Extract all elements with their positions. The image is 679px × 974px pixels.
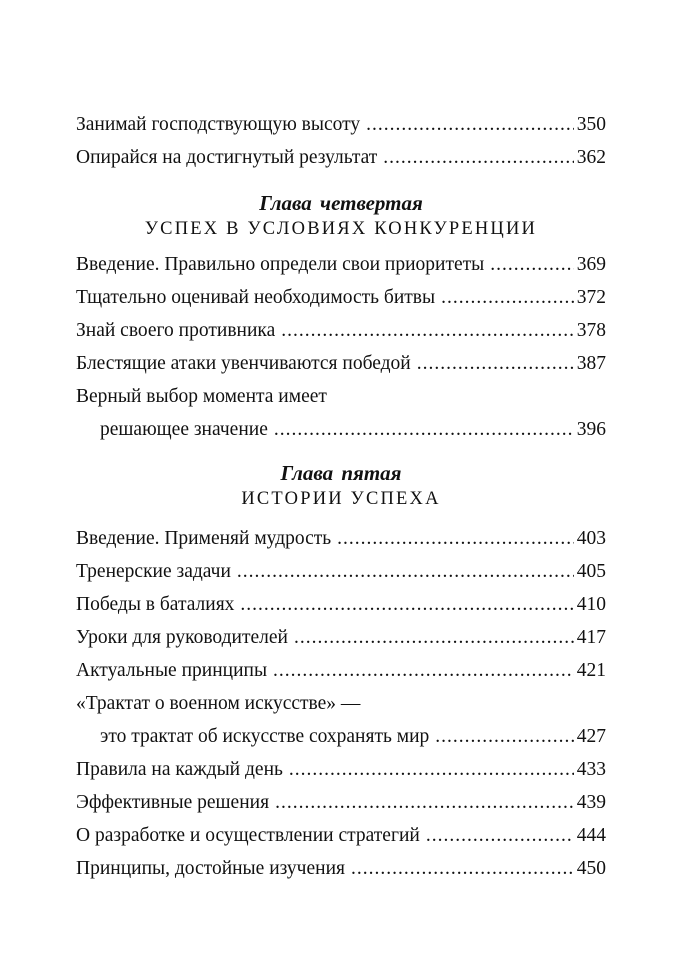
toc-entry bbox=[76, 347, 606, 380]
toc-entry-multiline bbox=[76, 687, 606, 753]
toc-entry-page: 372 bbox=[576, 287, 606, 308]
toc-entry-page: 396 bbox=[576, 419, 606, 440]
dot-leader bbox=[383, 141, 573, 174]
toc-entry bbox=[76, 522, 606, 555]
toc-entry bbox=[76, 753, 606, 786]
dot-leader bbox=[426, 819, 574, 852]
toc-entry-title: Эффективные решения bbox=[76, 792, 270, 813]
toc-entry-page: 421 bbox=[576, 660, 606, 681]
toc-entry bbox=[76, 852, 606, 885]
toc-entry-page: 410 bbox=[576, 594, 606, 615]
chapter-title: ИСТОРИИ УСПЕХА bbox=[241, 489, 441, 509]
toc-entry-page: 378 bbox=[576, 320, 606, 341]
toc-entry-title: Введение. Правильно определи свои приоритеты bbox=[76, 254, 485, 275]
toc-entry-title: Занимай господствующую высоту bbox=[76, 114, 361, 135]
toc-entry-title-line2: решающее значение bbox=[100, 419, 268, 440]
dot-leader bbox=[237, 555, 574, 588]
toc-entry-title: Тренерские задачи bbox=[76, 561, 231, 582]
toc-entry-title: Актуальные принципы bbox=[76, 660, 268, 681]
toc-entry bbox=[76, 786, 606, 819]
toc-entry bbox=[76, 819, 606, 852]
toc-entry-title: Опирайся на достигнутый результат bbox=[76, 147, 378, 168]
dot-leader bbox=[441, 281, 574, 314]
chapter-label: Глава пятая bbox=[280, 461, 402, 485]
dot-leader bbox=[351, 852, 574, 885]
toc-entry bbox=[76, 314, 606, 347]
toc-entry bbox=[76, 621, 606, 654]
toc-entry bbox=[76, 555, 606, 588]
toc-entry-title-line1: «Трактат о военном искусстве» — bbox=[76, 693, 361, 714]
toc-entry-title: Правила на каждый день bbox=[76, 759, 283, 780]
toc-entry-multiline bbox=[76, 380, 606, 446]
chapter-heading bbox=[76, 460, 606, 512]
dot-leader bbox=[435, 720, 573, 753]
table-of-contents bbox=[76, 108, 606, 885]
toc-entry bbox=[76, 141, 606, 174]
chapter-heading bbox=[76, 190, 606, 242]
dot-leader bbox=[294, 621, 574, 654]
dot-leader bbox=[275, 786, 574, 819]
toc-entry-page: 387 bbox=[576, 353, 606, 374]
toc-entry-page: 417 bbox=[576, 627, 606, 648]
toc-entry bbox=[76, 281, 606, 314]
toc-entry-title: Знай своего противника bbox=[76, 320, 276, 341]
dot-leader bbox=[274, 413, 574, 446]
toc-entry-page: 403 bbox=[576, 528, 606, 549]
dot-leader bbox=[240, 588, 573, 621]
toc-entry-title: Уроки для руководителей bbox=[76, 627, 288, 648]
toc-entry-page: 450 bbox=[576, 858, 606, 879]
toc-entry-page: 444 bbox=[576, 825, 606, 846]
dot-leader bbox=[289, 753, 574, 786]
toc-entry bbox=[76, 248, 606, 281]
dot-leader bbox=[366, 108, 574, 141]
chapter-title: УСПЕХ В УСЛОВИЯХ КОНКУРЕНЦИИ bbox=[144, 219, 538, 239]
toc-entry-page: 405 bbox=[576, 561, 606, 582]
dot-leader bbox=[337, 522, 574, 555]
toc-entry-title-line1: Верный выбор момента имеет bbox=[76, 386, 327, 407]
toc-entry-title: Тщательно оценивай необходимость битвы bbox=[76, 287, 436, 308]
toc-entry bbox=[76, 588, 606, 621]
dot-leader bbox=[281, 314, 574, 347]
chapter-label: Глава четвертая bbox=[259, 191, 423, 215]
toc-entry-page: 362 bbox=[576, 147, 606, 168]
toc-entry-title: Введение. Применяй мудрость bbox=[76, 528, 332, 549]
toc-entry-page: 369 bbox=[576, 254, 606, 275]
toc-entry-page: 439 bbox=[576, 792, 606, 813]
toc-entry-title: Победы в баталиях bbox=[76, 594, 235, 615]
toc-entry-title-line2: это трактат об искусстве сохранять мир bbox=[100, 726, 430, 747]
toc-entry-title: Блестящие атаки увенчиваются победой bbox=[76, 353, 411, 374]
toc-entry-title: О разработке и осуществлении стратегий bbox=[76, 825, 420, 846]
toc-entry bbox=[76, 108, 606, 141]
dot-leader bbox=[417, 347, 574, 380]
toc-entry-page: 350 bbox=[576, 114, 606, 135]
toc-entry-page: 433 bbox=[576, 759, 606, 780]
toc-entry-page: 427 bbox=[576, 726, 606, 747]
toc-entry bbox=[76, 654, 606, 687]
dot-leader bbox=[490, 248, 573, 281]
dot-leader bbox=[273, 654, 574, 687]
toc-entry-title: Принципы, достойные изучения bbox=[76, 858, 345, 879]
